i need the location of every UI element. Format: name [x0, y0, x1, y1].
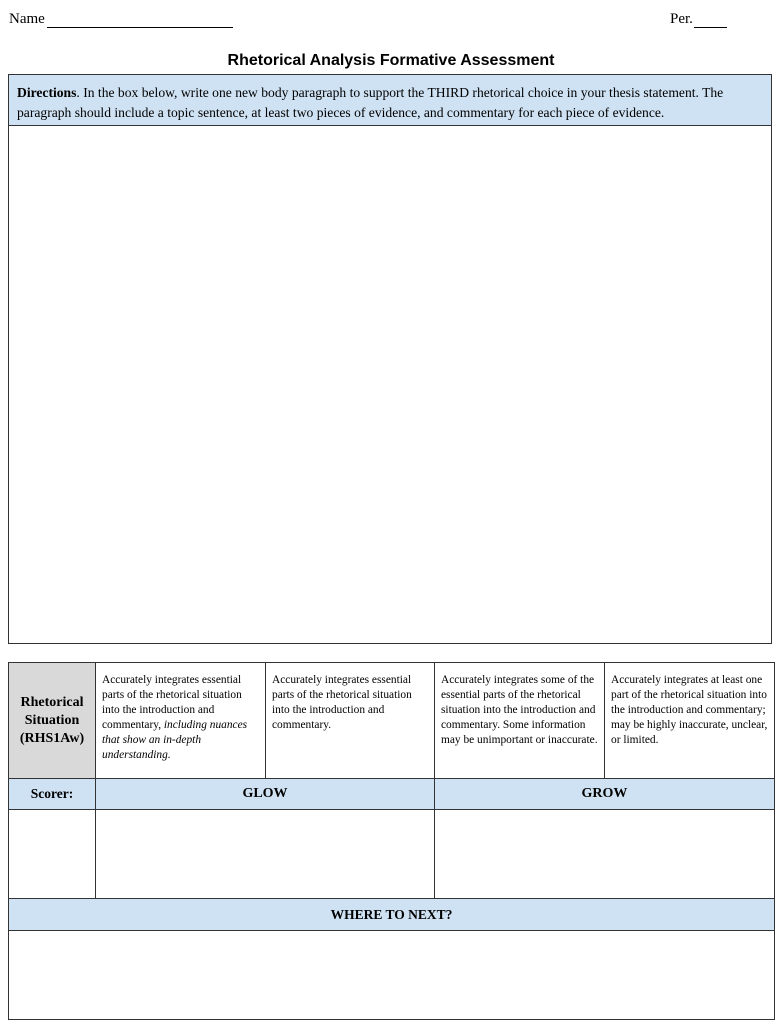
scorer-header-row: [9, 779, 775, 810]
feedback-row: [9, 810, 775, 899]
directions-label: Directions: [17, 85, 77, 100]
grow-input-cell[interactable]: [435, 810, 775, 899]
scorer-input-cell[interactable]: [9, 810, 96, 899]
period-label: Per.: [670, 11, 693, 27]
row-header-line2: Situation: [24, 712, 80, 728]
directions-text: . In the box below, write one new body paragraph to support the THIRD rhetorical choice in your thesis statement. The paragraph should include a topic sentence, at least two pieces of evidence, and commentary for each piece of evidence.: [17, 85, 724, 120]
where-next-row: [9, 931, 775, 1020]
criterion-text-2: Accurately integrates essential parts of the rhetorical situation into the introduction and commentary.: [272, 674, 412, 731]
criterion-text-1: Accurately integrates essential parts of the rhetorical situation into the introduction and commentary,: [102, 674, 242, 731]
criterion-text-3: Accurately integrates some of the essential parts of the rhetorical situation into the introduction and commentary. Some information may be unimportant or inaccurate.: [441, 674, 598, 746]
glow-input-cell[interactable]: [96, 810, 435, 899]
row-header-line3: (RHS1Aw): [19, 730, 85, 746]
criterion-cell-2: [266, 663, 435, 779]
where-to-next-header: WHERE TO NEXT?: [9, 899, 775, 931]
directions-box: [8, 74, 772, 126]
page-title: Rhetorical Analysis Formative Assessment: [227, 52, 555, 69]
name-label: Name: [9, 11, 45, 27]
rhetorical-situation-header: [9, 663, 96, 779]
where-to-next-input-cell[interactable]: [9, 931, 775, 1020]
row-header-line1: Rhetorical: [20, 694, 84, 710]
paragraph-writing-area[interactable]: [8, 126, 772, 644]
criterion-cell-1: [96, 663, 266, 779]
criterion-cell-4: [605, 663, 775, 779]
grow-header: GROW: [435, 779, 775, 810]
criterion-italic-1: including nuances that show an in-depth understanding.: [102, 719, 248, 761]
where-next-header-row: [9, 899, 775, 931]
criterion-text-4: Accurately integrates at least one part of the rhetorical situation into the introduction and commentary; may be highly inaccurate, unclear, or limited.: [611, 674, 768, 746]
rhetorical-situation-row: [9, 663, 775, 779]
rubric-table: [8, 662, 775, 1020]
scorer-label: Scorer:: [9, 779, 96, 810]
period-field[interactable]: [694, 27, 727, 28]
glow-header: GLOW: [96, 779, 435, 810]
criterion-cell-3: [435, 663, 605, 779]
name-field[interactable]: [47, 27, 233, 28]
